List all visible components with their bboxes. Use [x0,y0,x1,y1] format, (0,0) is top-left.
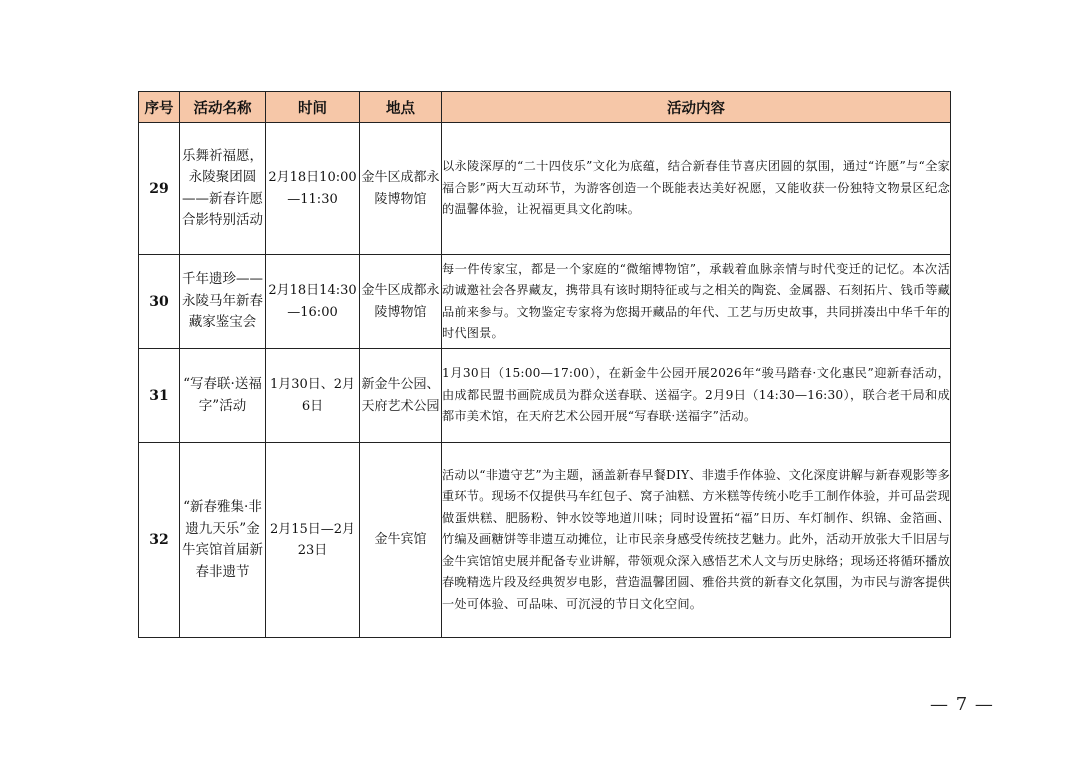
row-time: 2月15日—2月23日 [266,443,360,638]
row-num: 29 [139,123,180,255]
row-num: 31 [139,349,180,443]
row-activity-name: 千年遗珍——永陵马年新春藏家鉴宝会 [180,255,266,349]
row-time: 1月30日、2月6日 [266,349,360,443]
row-location: 金牛区成都永陵博物馆 [360,123,442,255]
header-content: 活动内容 [442,92,951,123]
header-time: 时间 [266,92,360,123]
table-row [139,255,951,349]
row-content: 1月30日（15:00—17:00），在新金牛公园开展2026年“骏马踏春·文化惠民”迎新春活动，由成都民盟书画院成员为群众送春联、送福字。2月9日（14:30—16:30），联合老干局和成都市美术馆，在天府艺术公园开展“写春联·送福字”活动。 [442,349,951,443]
row-activity-name: “写春联·送福字”活动 [180,349,266,443]
row-activity-name: “新春雅集·非遗九天乐”金牛宾馆首届新春非遗节 [180,443,266,638]
header-name: 活动名称 [180,92,266,123]
events-table [138,91,951,638]
row-location: 新金牛公园、天府艺术公园 [360,349,442,443]
row-num: 30 [139,255,180,349]
row-location: 金牛宾馆 [360,443,442,638]
row-content: 以永陵深厚的“二十四伎乐”文化为底蕴，结合新春佳节喜庆团圆的氛围，通过“许愿”与“全家福合影”两大互动环节，为游客创造一个既能表达美好祝愿，又能收获一份独特文物景区纪念的温馨体验，让祝福更具文化韵味。 [442,123,951,255]
table-row [139,443,951,638]
row-time: 2月18日10:00—11:30 [266,123,360,255]
row-time: 2月18日14:30—16:00 [266,255,360,349]
row-content: 活动以“非遗守艺”为主题，涵盖新春早餐DIY、非遗手作体验、文化深度讲解与新春观影等多重环节。现场不仅提供马车红包子、窝子油糕、方米糕等传统小吃手工制作体验，并可品尝现做蛋烘糕、肥肠粉、钟水饺等地道川味；同时设置拓“福”日历、车灯制作、织锦、金箔画、竹编及画糖饼等非遗互动摊位，让市民亲身感受传统技艺魅力。此外，活动开放张大千旧居与金牛宾馆馆史展并配备专业讲解，带领观众深入感悟艺术人文与历史脉络；现场还将循环播放春晚精选片段及经典贺岁电影，营造温馨团圆、雅俗共赏的新春文化氛围，为市民与游客提供一处可体验、可品味、可沉浸的节日文化空间。 [442,443,951,638]
row-activity-name: 乐舞祈福愿，永陵聚团圆——新春许愿合影特别活动 [180,123,266,255]
table-row [139,123,951,255]
table-header-row [139,92,951,123]
row-location: 金牛区成都永陵博物馆 [360,255,442,349]
header-location: 地点 [360,92,442,123]
table-row [139,349,951,443]
header-num: 序号 [139,92,180,123]
row-num: 32 [139,443,180,638]
page-number: — 7 — [930,694,994,715]
row-content: 每一件传家宝，都是一个家庭的“微缩博物馆”，承载着血脉亲情与时代变迁的记忆。本次活动诚邀社会各界藏友，携带具有该时期特征或与之相关的陶瓷、金属器、石刻拓片、钱币等藏品前来参与。文物鉴定专家将为您揭开藏品的年代、工艺与历史故事，共同拼凑出中华千年的时代图景。 [442,255,951,349]
